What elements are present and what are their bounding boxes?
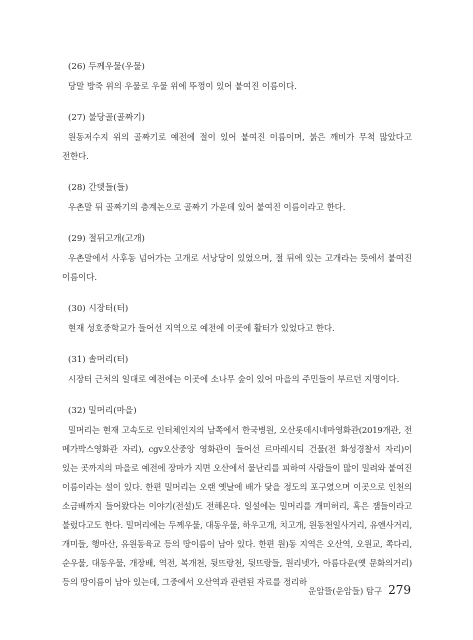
place-entry <box>62 179 412 217</box>
entry-body: 원동저수지 위의 골짜기로 예전에 절이 있어 붙여진 이름이며, 붉은 깨비가 무척 많았다고 전한다. <box>62 132 412 161</box>
entry-title: (26) 두께우물(우물) <box>68 62 145 72</box>
entry-body: 밀머리는 현재 고속도로 인터체인지의 남쪽에서 한국병원, 오산롯데시네마영화관(2019개관, 전 메가박스영화관 자리), cgv오산중앙 영화관이 들어선 르마레시티 건물(전 화성경찰서 자리)이 있는 곳까지의 마을로 예전에 장마가 지면 오산에서 물난리를 피하여 사람들이 많이 밀려와 붙여진 이름이라는 설이 있다. 한편 밀머리는 오랜 옛날에 배가 닻을 정도의 포구였으며 이곳으로 인천의 소금배까지 들어왔다는 이야기(전설)도 전해온다. 일설에는 밀머리를 개미허리, 혹은 잼들이라고 불렀다고도 한다. 밀머리에는 두께우물, 대동우물, 하우고개, 치고개, 원동천일사거리, 유엔사거리, 개미들, 행마산, 유원동육교 등의 땅이름이 남아 있다. 한편 원)동 지역은 오산역, 오원교, 쪽다리, 순우물, 대동우물, 개장배, 역전, 복개천, 뒷뜨랑천, 뒷뜨랑들, 원리넷가, 아름다운(옛 문화의거리) 등의 땅이름이 남아 있는데, 그중에서 오산역과 관련된 자료를 정리하 <box>62 425 412 587</box>
place-entry <box>62 300 412 338</box>
entry-body: 당말 방죽 위의 우물로 우물 위에 뚜껑이 있어 붙여진 이름이다. <box>68 81 297 91</box>
place-entry <box>62 351 412 389</box>
page-footer <box>308 583 411 597</box>
entry-title: (30) 시장터(터) <box>68 304 129 314</box>
entry-body: 시장터 근처의 일대로 예전에는 이곳에 소나무 숲이 있어 마을의 주민들이 부르던 지명이다. <box>68 374 400 384</box>
place-entry <box>62 230 412 287</box>
place-entry <box>62 58 412 96</box>
entry-title: (32) 밀머리(마을) <box>68 406 137 416</box>
entry-body: 우촌말에서 사후동 넘어가는 고개로 서낭당이 있었으며, 절 뒤에 있는 고개라는 뜻에서 붙여진 이름이다. <box>62 253 412 282</box>
document-page <box>62 58 412 605</box>
place-entry <box>62 109 412 166</box>
entry-title: (31) 솔머리(터) <box>68 355 129 365</box>
entry-title: (29) 절뒤고개(고개) <box>68 234 145 244</box>
entry-title: (27) 불당골(골짜기) <box>68 113 145 123</box>
entry-title: (28) 간뎃들(들) <box>68 183 129 193</box>
place-entry <box>62 402 412 592</box>
page-number: 279 <box>388 583 411 597</box>
running-head: 운암뜰(운암들) 탐구 <box>308 586 383 596</box>
entry-body: 현재 성호중학교가 들어선 지역으로 예전에 이곳에 활터가 있었다고 한다. <box>68 323 335 333</box>
entry-body: 우촌말 뒤 골짜기의 층계논으로 골짜기 가운데 있어 붙여진 이름이라고 한다. <box>68 202 346 212</box>
